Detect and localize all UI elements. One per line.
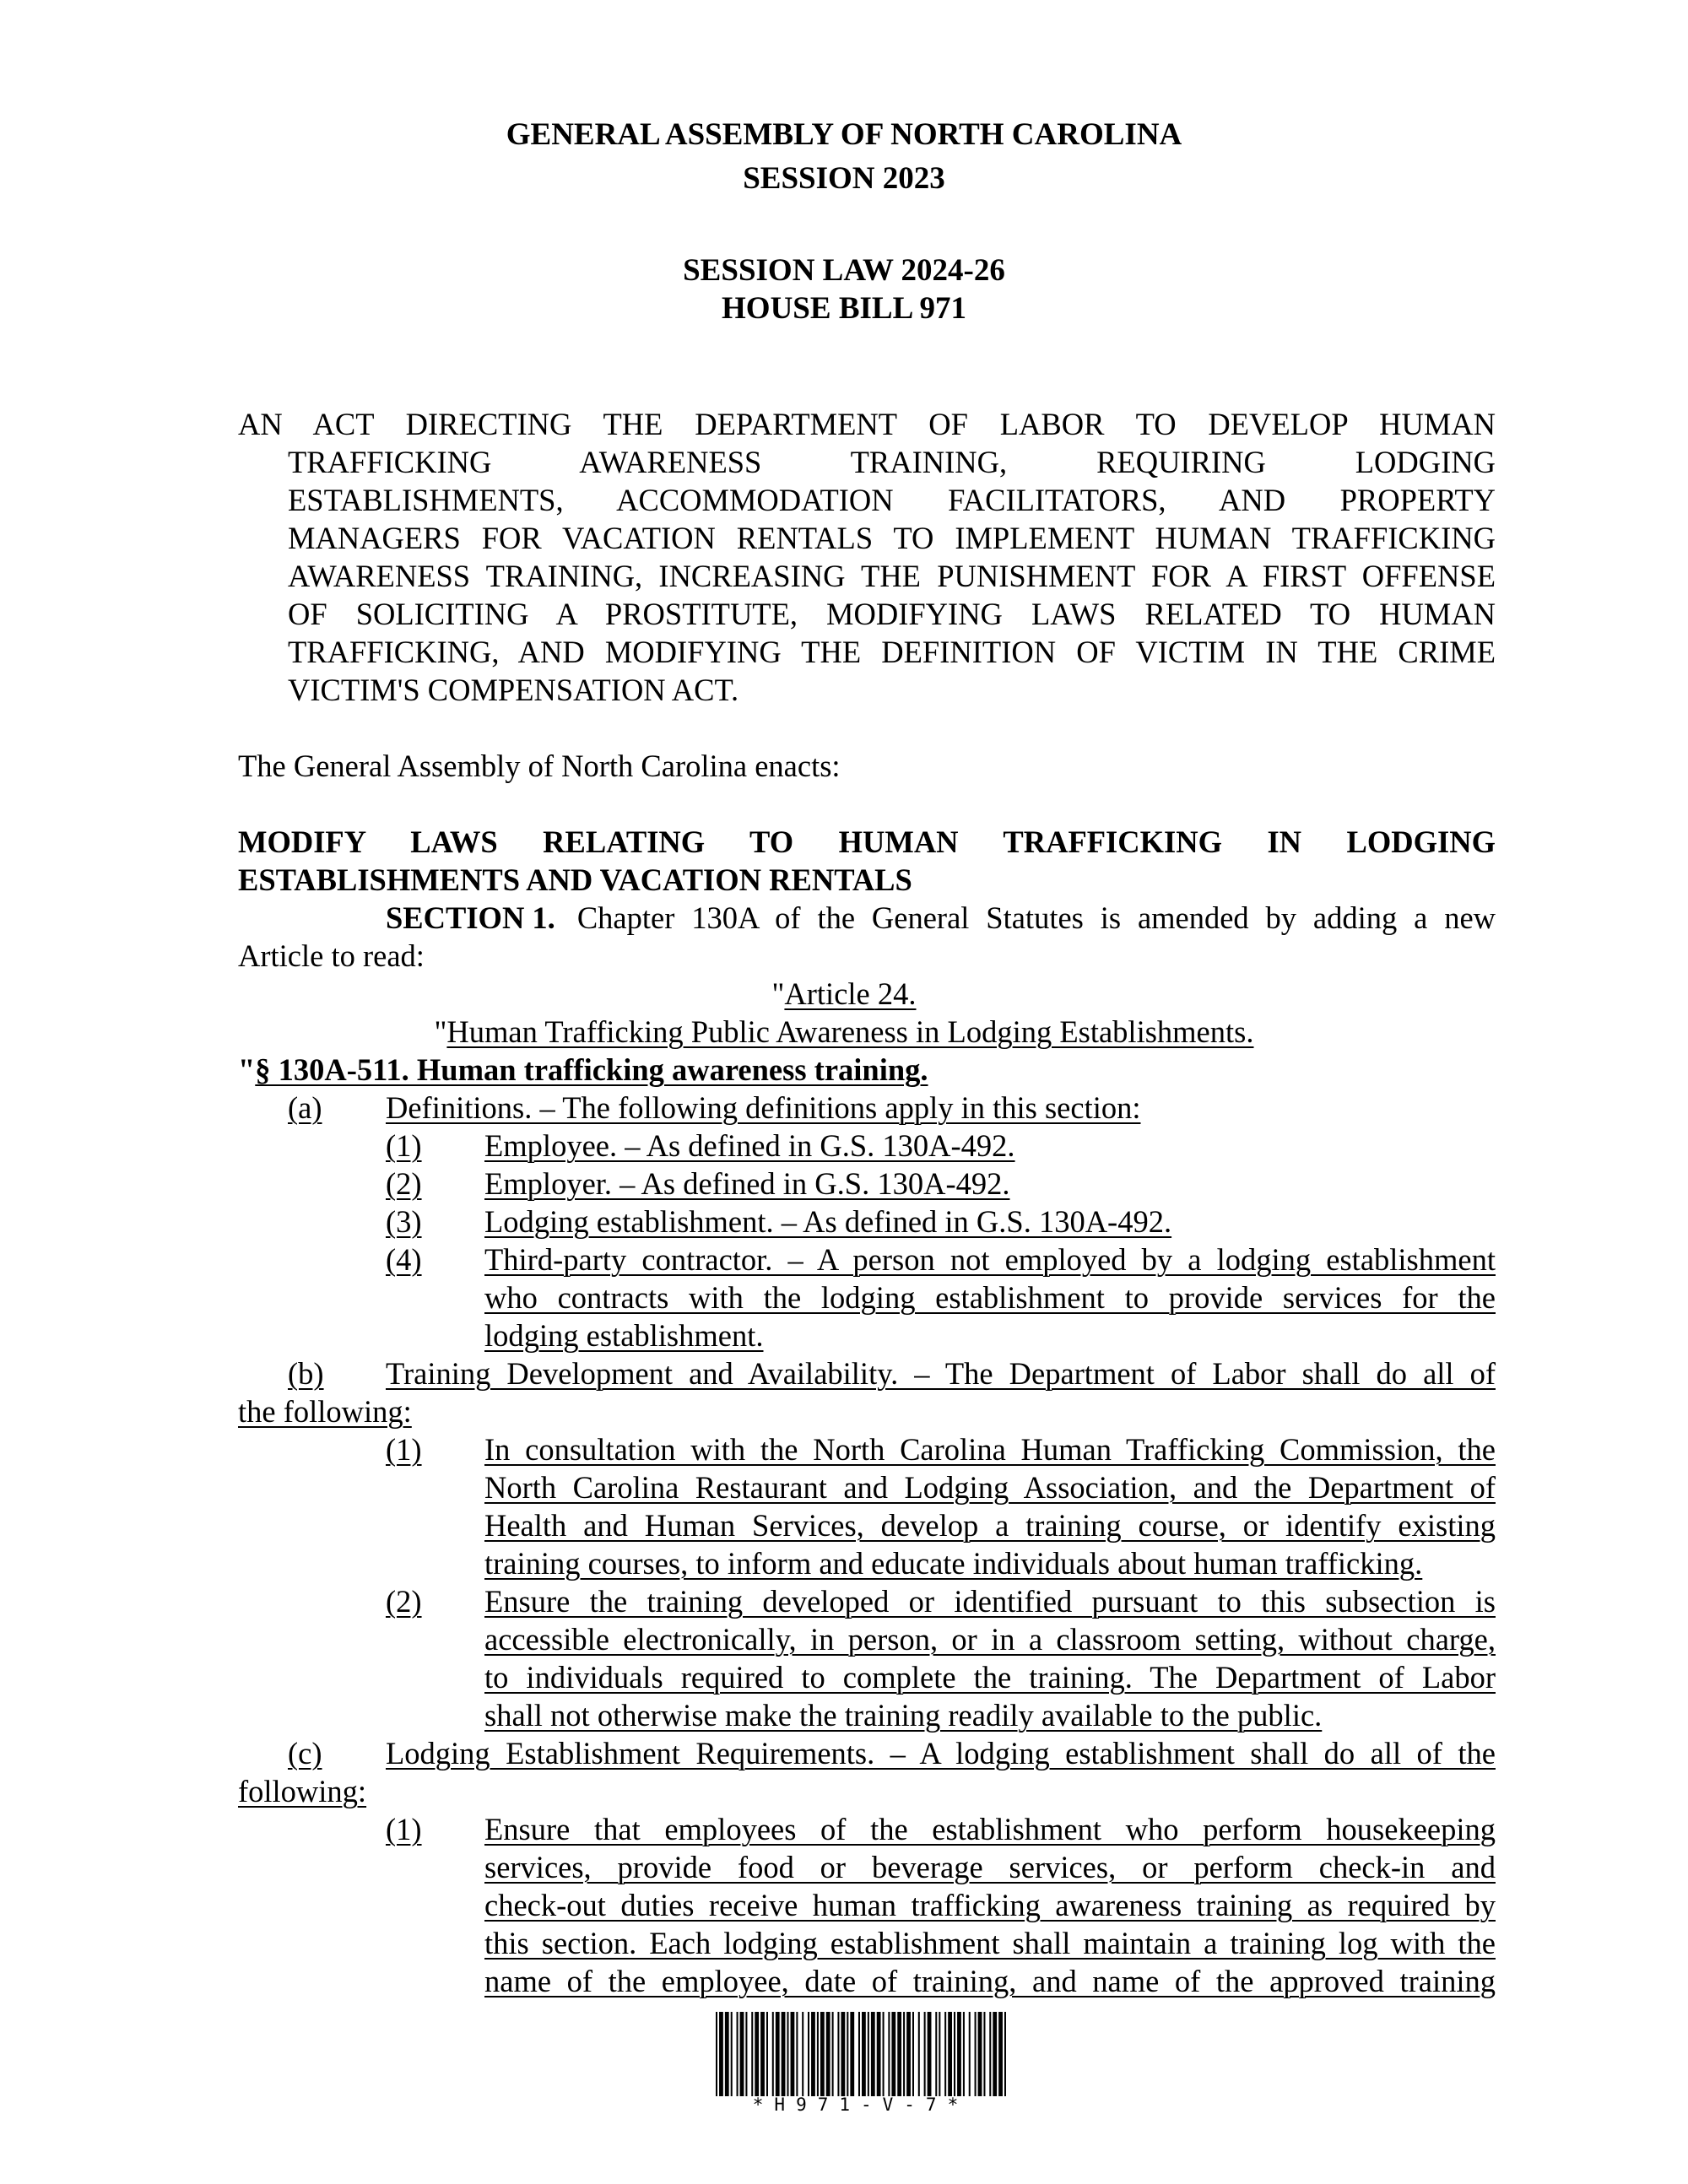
list-item-text: check-out duties receive human trafficking awareness training as required by [484, 1888, 1496, 1922]
item-number: (4) [386, 1242, 422, 1277]
barcode-bar [817, 2012, 819, 2096]
barcode-bar [963, 2012, 965, 2096]
item-number: (3) [386, 1204, 422, 1239]
barcode-bar [912, 2012, 914, 2096]
barcode-bar [808, 2012, 809, 2096]
barcode-bar [993, 2012, 997, 2096]
subsection-label-b: (b) [288, 1356, 324, 1391]
subsection-c-text: Lodging Establishment Requirements. – A lodging establishment shall do all of the [386, 1736, 1496, 1770]
barcode-bar [850, 2012, 854, 2096]
definition-item: Employer. – As defined in G.S. 130A-492. [484, 1166, 1010, 1201]
barcode-bar [989, 2012, 991, 2096]
subsection-b-text: the following: [238, 1394, 412, 1429]
barcode-bar [906, 2012, 911, 2096]
act-title-line: TRAFFICKING AWARENESS TRAINING, REQUIRING LODGING [288, 445, 1496, 479]
act-title-line: OF SOLICITING A PROSTITUTE, MODIFYING LAWS RELATED TO HUMAN [288, 597, 1496, 631]
barcode-bar [802, 2012, 803, 2096]
barcode-bar [841, 2012, 845, 2096]
act-title-line: AWARENESS TRAINING, INCREASING THE PUNISHMENT FOR A FIRST OFFENSE [288, 559, 1496, 593]
barcode-bar [716, 2012, 717, 2096]
barcode-bar [772, 2012, 774, 2096]
barcode [716, 2012, 1006, 2115]
definition-item: who contracts with the lodging establishment to provide services for the [484, 1280, 1496, 1315]
act-title-line: VICTIM'S COMPENSATION ACT. [288, 673, 739, 707]
barcode-bar [897, 2012, 901, 2096]
list-item-text: services, provide food or beverage services, or perform check-in and [484, 1850, 1496, 1884]
barcode-bar [883, 2012, 885, 2096]
subsection-b-text: Training Development and Availability. – The Department of Labor shall do all of [386, 1356, 1496, 1391]
barcode-bar [766, 2012, 768, 2096]
barcode-bar [832, 2012, 834, 2096]
barcode-bar [837, 2012, 839, 2096]
enacting-clause: The General Assembly of North Carolina enacts: [238, 749, 841, 783]
assembly-heading: GENERAL ASSEMBLY OF NORTH CAROLINA [506, 117, 1182, 152]
barcode-bar [1004, 2012, 1006, 2096]
section-label: SECTION 1. [386, 900, 555, 935]
barcode-bar [903, 2012, 905, 2096]
part-heading-line: MODIFY LAWS RELATING TO HUMAN TRAFFICKING IN LODGING [238, 824, 1496, 859]
subsection-a-text: Definitions. – The following definitions apply in this section: [386, 1090, 1141, 1125]
barcode-bar [796, 2012, 798, 2096]
barcode-bar [891, 2012, 895, 2096]
definition-item: lodging establishment. [484, 1318, 764, 1353]
barcode-bars [716, 2012, 1006, 2096]
barcode-bar [862, 2012, 866, 2096]
barcode-bar [820, 2012, 825, 2096]
list-item-text: training courses, to inform and educate individuals about human trafficking. [484, 1546, 1423, 1581]
barcode-bar [975, 2012, 977, 2096]
list-item-text: North Carolina Restaurant and Lodging Association, and the Department of [484, 1470, 1496, 1505]
barcode-bar [858, 2012, 860, 2096]
barcode-bar [787, 2012, 788, 2096]
barcode-bar [731, 2012, 733, 2096]
subsection-label-c: (c) [288, 1736, 322, 1770]
barcode-bar [745, 2012, 747, 2096]
section-1-intro [386, 900, 1496, 937]
item-number: (1) [386, 1812, 422, 1846]
barcode-bar [755, 2012, 759, 2096]
list-item-text: Ensure the training developed or identified pursuant to this subsection is [484, 1584, 1496, 1619]
barcode-bar [776, 2012, 780, 2096]
definition-item: Third-party contractor. – A person not employed by a lodging establishment [484, 1242, 1496, 1277]
barcode-bar [871, 2012, 875, 2096]
barcode-bar [954, 2012, 955, 2096]
item-number: (1) [386, 1432, 422, 1467]
barcode-bar [826, 2012, 830, 2096]
article-title: "Human Trafficking Public Awareness in Lodging Establishments. [434, 1014, 1254, 1049]
subsection-label-a: (a) [288, 1090, 322, 1125]
list-item-text: accessible electronically, in person, or in a classroom setting, without charge, [484, 1622, 1496, 1657]
definition-item: Lodging establishment. – As defined in G.S. 130A-492. [484, 1204, 1172, 1239]
article-number: "Article 24. [771, 976, 917, 1011]
list-item-text: shall not otherwise make the training readily available to the public. [484, 1698, 1323, 1733]
item-number: (1) [386, 1128, 422, 1163]
barcode-bar [935, 2012, 937, 2096]
statute-section-heading: "§ 130A-511. Human trafficking awareness training. [238, 1052, 928, 1087]
list-item-text: Health and Human Services, develop a training course, or identify existing [484, 1508, 1496, 1543]
item-number: (2) [386, 1584, 422, 1619]
item-number: (2) [386, 1166, 422, 1201]
barcode-bar [791, 2012, 795, 2096]
act-title-line: AN ACT DIRECTING THE DEPARTMENT OF LABOR TO DEVELOP HUMAN [238, 407, 1496, 441]
barcode-bar [948, 2012, 952, 2096]
barcode-bar [888, 2012, 890, 2096]
act-title-line: TRAFFICKING, AND MODIFYING THE DEFINITION OF VICTIM IN THE CRIME [288, 635, 1496, 669]
barcode-bar [939, 2012, 940, 2096]
bill-number-heading: HOUSE BILL 971 [722, 291, 966, 326]
barcode-bar [978, 2012, 982, 2096]
barcode-bar [877, 2012, 881, 2096]
barcode-text: *H971-V-7* [752, 2095, 970, 2115]
barcode-bar [983, 2012, 985, 2096]
list-item-text: this section. Each lodging establishment shall maintain a training log with the [484, 1926, 1496, 1960]
list-item-text: to individuals required to complete the training. The Department of Labor [484, 1660, 1496, 1695]
session-heading: SESSION 2023 [743, 161, 945, 196]
barcode-bar [760, 2012, 765, 2096]
act-title-line: ESTABLISHMENTS, ACCOMMODATION FACILITATORS, AND PROPERTY [288, 483, 1496, 517]
list-item-text: name of the employee, date of training, and name of the approved training [484, 1964, 1496, 1998]
section-1-text: Chapter 130A of the General Statutes is amended by adding a new [576, 900, 1496, 935]
list-item-text: In consultation with the North Carolina Human Trafficking Commission, the [484, 1432, 1496, 1467]
barcode-bar [811, 2012, 815, 2096]
section-1-text-continued: Article to read: [238, 938, 425, 973]
barcode-bar [918, 2012, 920, 2096]
list-item-text: Ensure that employees of the establishment who perform housekeeping [484, 1812, 1496, 1846]
barcode-bar [847, 2012, 848, 2096]
subsection-c-text: following: [238, 1774, 367, 1808]
definition-item: Employee. – As defined in G.S. 130A-492. [484, 1128, 1015, 1163]
barcode-bar [751, 2012, 753, 2096]
barcode-bar [868, 2012, 869, 2096]
barcode-bar [969, 2012, 971, 2096]
session-law-heading: SESSION LAW 2024-26 [683, 253, 1005, 288]
act-title-line: MANAGERS FOR VACATION RENTALS TO IMPLEMENT HUMAN TRAFFICKING [288, 521, 1496, 555]
barcode-bar [928, 2012, 932, 2096]
barcode-bar [737, 2012, 738, 2096]
barcode-bar [998, 2012, 1003, 2096]
barcode-bar [740, 2012, 744, 2096]
barcode-bar [725, 2012, 729, 2096]
barcode-bar [719, 2012, 723, 2096]
barcode-bar [944, 2012, 946, 2096]
barcode-bar [782, 2012, 786, 2096]
part-heading-line: ESTABLISHMENTS AND VACATION RENTALS [238, 862, 912, 897]
barcode-bar [957, 2012, 961, 2096]
barcode-bar [924, 2012, 926, 2096]
